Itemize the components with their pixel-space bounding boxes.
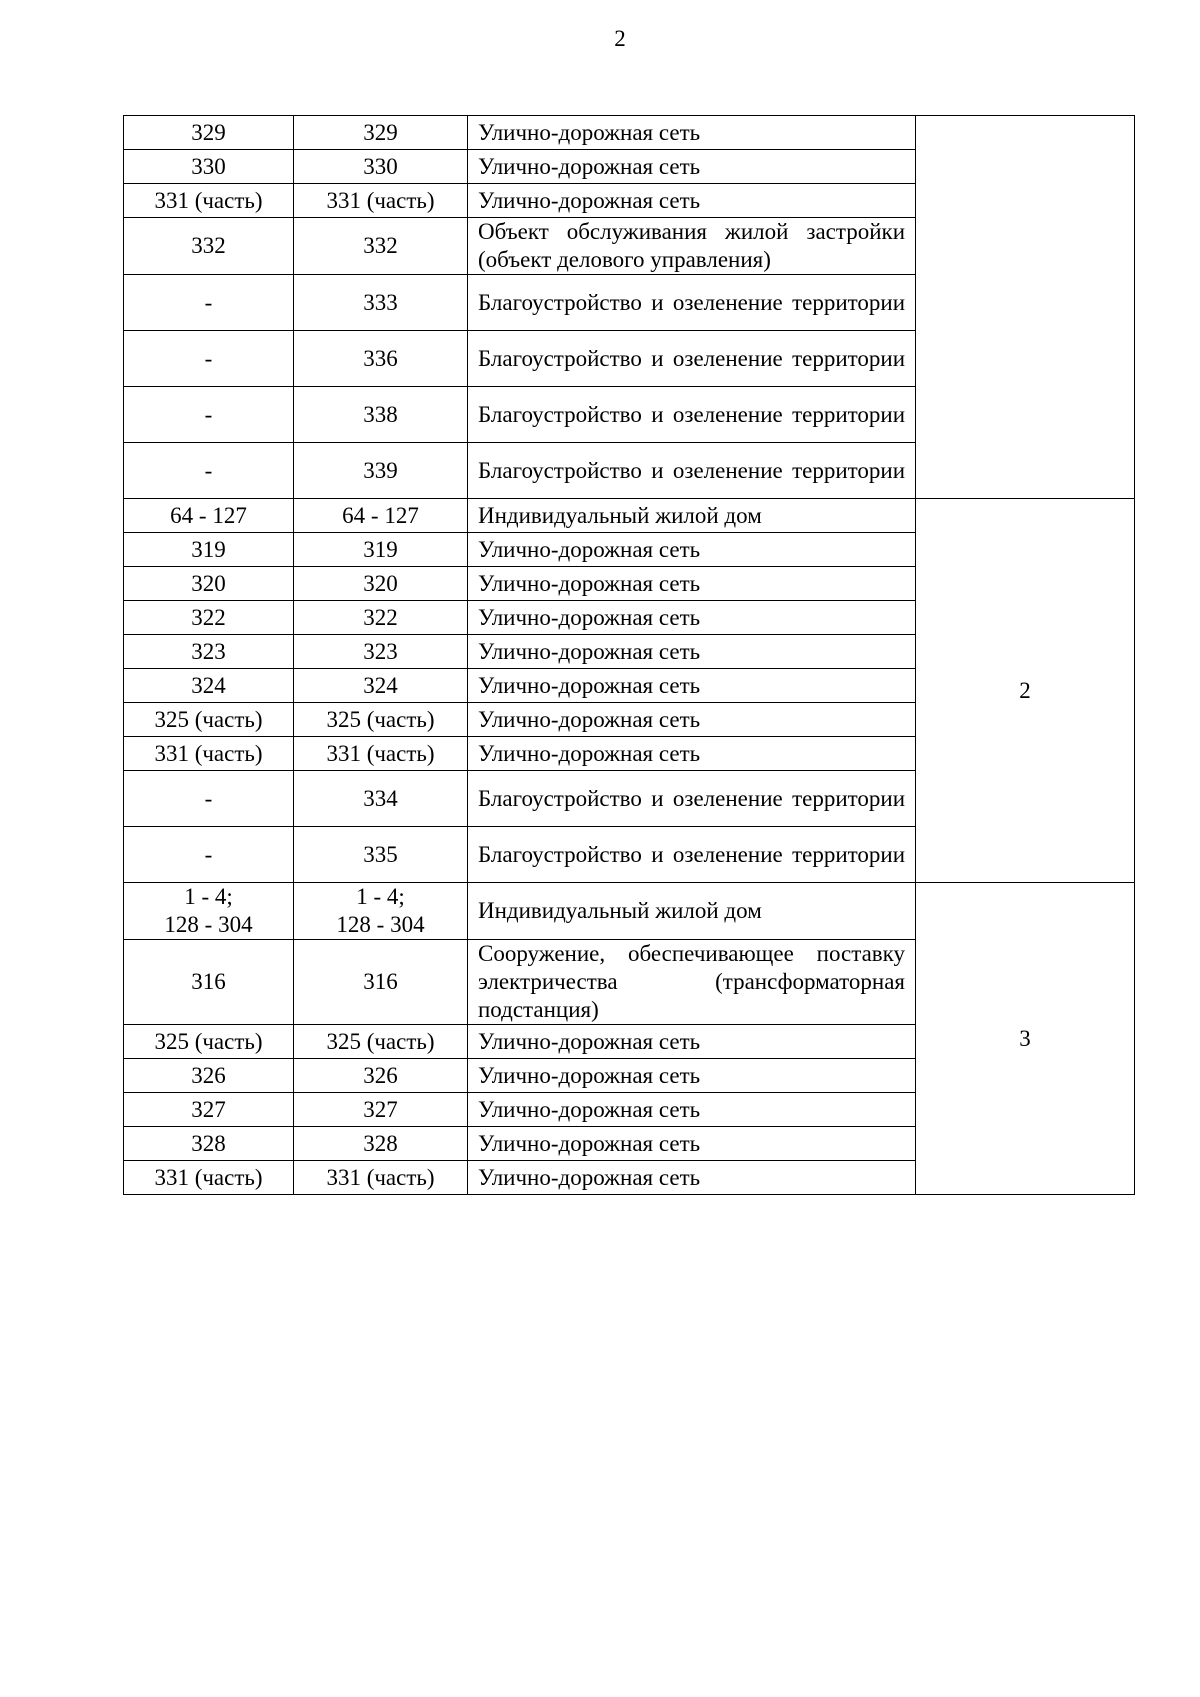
existing-plot-number-cell: -	[124, 443, 294, 499]
planned-plot-number-cell: 339	[294, 443, 468, 499]
existing-plot-number-cell: 1 - 4; 128 - 304	[124, 883, 294, 940]
existing-plot-number-cell: 320	[124, 567, 294, 601]
land-use-description-cell: Улично-дорожная сеть	[468, 1161, 916, 1195]
existing-plot-number-cell: 325 (часть)	[124, 1025, 294, 1059]
land-use-description-cell: Благоустройство и озеленение территории	[468, 827, 916, 883]
existing-plot-number-cell: 332	[124, 218, 294, 275]
existing-plot-number-cell: 327	[124, 1093, 294, 1127]
existing-plot-number-cell: 319	[124, 533, 294, 567]
table-row	[124, 499, 1135, 533]
planned-plot-number-cell: 325 (часть)	[294, 1025, 468, 1059]
land-use-description-cell: Улично-дорожная сеть	[468, 1025, 916, 1059]
planned-plot-number-cell: 316	[294, 940, 468, 1025]
land-use-description-cell: Индивидуальный жилой дом	[468, 499, 916, 533]
planned-plot-number-cell: 64 - 127	[294, 499, 468, 533]
land-use-description-cell: Улично-дорожная сеть	[468, 1127, 916, 1161]
land-plots-table	[123, 115, 1135, 1195]
land-use-description-cell: Улично-дорожная сеть	[468, 703, 916, 737]
zone-number-cell: 3	[916, 883, 1135, 1195]
land-use-description-cell: Улично-дорожная сеть	[468, 1059, 916, 1093]
existing-plot-number-cell: 329	[124, 116, 294, 150]
land-use-description-cell: Индивидуальный жилой дом	[468, 883, 916, 940]
planned-plot-number-cell: 332	[294, 218, 468, 275]
existing-plot-number-cell: 331 (часть)	[124, 737, 294, 771]
planned-plot-number-cell: 338	[294, 387, 468, 443]
land-use-description-cell: Улично-дорожная сеть	[468, 116, 916, 150]
planned-plot-number-cell: 331 (часть)	[294, 737, 468, 771]
planned-plot-number-cell: 322	[294, 601, 468, 635]
table-row	[124, 116, 1135, 150]
land-use-description-cell: Объект обслуживания жилой застройки (объект делового управления)	[468, 218, 916, 275]
land-use-description-cell: Улично-дорожная сеть	[468, 184, 916, 218]
planned-plot-number-cell: 331 (часть)	[294, 184, 468, 218]
land-use-description-cell: Благоустройство и озеленение территории	[468, 443, 916, 499]
land-use-description-cell: Благоустройство и озеленение территории	[468, 387, 916, 443]
land-use-description-cell: Благоустройство и озеленение территории	[468, 771, 916, 827]
land-use-description-cell: Улично-дорожная сеть	[468, 601, 916, 635]
existing-plot-number-cell: 323	[124, 635, 294, 669]
existing-plot-number-cell: -	[124, 387, 294, 443]
land-use-description-cell: Улично-дорожная сеть	[468, 635, 916, 669]
planned-plot-number-cell: 326	[294, 1059, 468, 1093]
planned-plot-number-cell: 334	[294, 771, 468, 827]
planned-plot-number-cell: 328	[294, 1127, 468, 1161]
existing-plot-number-cell: -	[124, 331, 294, 387]
planned-plot-number-cell: 325 (часть)	[294, 703, 468, 737]
land-use-description-cell: Улично-дорожная сеть	[468, 150, 916, 184]
planned-plot-number-cell: 331 (часть)	[294, 1161, 468, 1195]
planned-plot-number-cell: 319	[294, 533, 468, 567]
planned-plot-number-cell: 323	[294, 635, 468, 669]
table-row	[124, 883, 1135, 940]
planned-plot-number-cell: 330	[294, 150, 468, 184]
existing-plot-number-cell: -	[124, 827, 294, 883]
land-use-description-cell: Улично-дорожная сеть	[468, 669, 916, 703]
land-use-description-cell: Улично-дорожная сеть	[468, 1093, 916, 1127]
zone-number-cell	[916, 116, 1135, 499]
existing-plot-number-cell: -	[124, 275, 294, 331]
existing-plot-number-cell: 331 (часть)	[124, 184, 294, 218]
land-use-description-cell: Улично-дорожная сеть	[468, 737, 916, 771]
existing-plot-number-cell: 316	[124, 940, 294, 1025]
planned-plot-number-cell: 336	[294, 331, 468, 387]
existing-plot-number-cell: -	[124, 771, 294, 827]
zone-number-cell: 2	[916, 499, 1135, 883]
existing-plot-number-cell: 331 (часть)	[124, 1161, 294, 1195]
planned-plot-number-cell: 327	[294, 1093, 468, 1127]
existing-plot-number-cell: 325 (часть)	[124, 703, 294, 737]
planned-plot-number-cell: 320	[294, 567, 468, 601]
land-use-description-cell: Улично-дорожная сеть	[468, 533, 916, 567]
land-use-description-cell: Благоустройство и озеленение территории	[468, 275, 916, 331]
planned-plot-number-cell: 333	[294, 275, 468, 331]
page-number: 2	[614, 26, 626, 51]
planned-plot-number-cell: 1 - 4; 128 - 304	[294, 883, 468, 940]
land-use-description-cell: Сооружение, обеспечивающее поставку электричества (трансформаторная подстанция)	[468, 940, 916, 1025]
existing-plot-number-cell: 322	[124, 601, 294, 635]
existing-plot-number-cell: 324	[124, 669, 294, 703]
planned-plot-number-cell: 335	[294, 827, 468, 883]
existing-plot-number-cell: 326	[124, 1059, 294, 1093]
existing-plot-number-cell: 64 - 127	[124, 499, 294, 533]
land-use-description-cell: Улично-дорожная сеть	[468, 567, 916, 601]
land-use-description-cell: Благоустройство и озеленение территории	[468, 331, 916, 387]
existing-plot-number-cell: 330	[124, 150, 294, 184]
planned-plot-number-cell: 329	[294, 116, 468, 150]
planned-plot-number-cell: 324	[294, 669, 468, 703]
table-body	[124, 116, 1135, 1195]
existing-plot-number-cell: 328	[124, 1127, 294, 1161]
